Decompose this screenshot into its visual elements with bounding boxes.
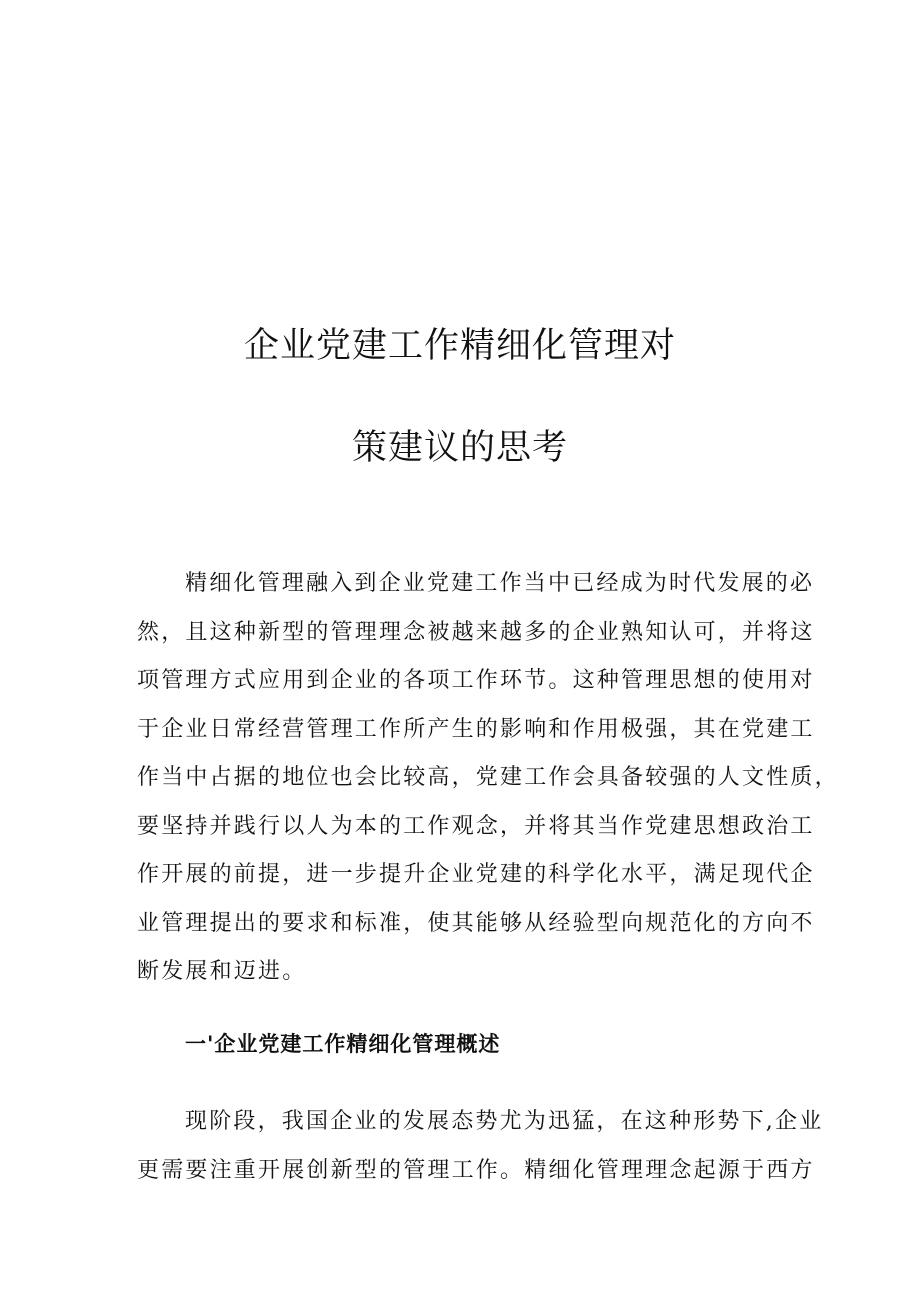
paragraph-line: 精细化管理融入到企业党建工作当中已经成为时代发展的必 <box>185 571 815 596</box>
paragraph-line: 现阶段，我国企业的发展态势尤为迅猛，在这种形势下,企业 <box>185 1109 824 1134</box>
document-title-line-2: 策建议的思考 <box>351 428 568 468</box>
paragraph-line: 项管理方式应用到企业的各项工作环节。这种管理思想的使用对 <box>137 668 815 693</box>
paragraph-line: 作当中占据的地位也会比较高，党建工作会具备较强的人文性质， <box>137 765 839 790</box>
section-paragraph <box>137 1098 824 1195</box>
intro-paragraph <box>137 560 839 997</box>
paragraph-line: 然，且这种新型的管理理念被越来越多的企业熟知认可，并将这 <box>137 619 815 645</box>
paragraph-line: 作开展的前提，进一步提升企业党建的科学化水平，满足现代企 <box>137 862 815 887</box>
paragraph-line: 更需要注重开展创新型的管理工作。精细化管理理念起源于西方 <box>137 1157 815 1183</box>
paragraph-line: 要坚持并践行以人为本的工作观念，并将其当作党建思想政治工 <box>137 813 815 839</box>
document-title-line-1: 企业党建工作精细化管理对 <box>243 326 676 366</box>
paragraph-line: 于企业日常经营管理工作所产生的影响和作用极强，其在党建工 <box>137 716 815 742</box>
paragraph-line: 断发展和迈进。 <box>137 959 307 984</box>
paragraph-line: 业管理提出的要求和标准，使其能够从经验型向规范化的方向不 <box>137 910 815 936</box>
section-heading: 一'企业党建工作精细化管理概述 <box>185 1032 501 1056</box>
